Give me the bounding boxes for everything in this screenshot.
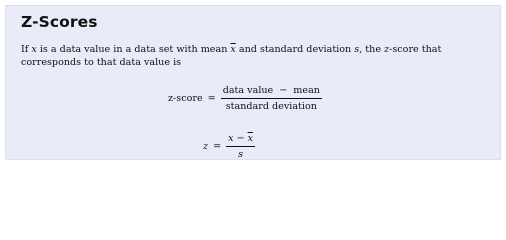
var-z: z (384, 44, 390, 55)
intro-text-3: and standard deviation (235, 44, 355, 55)
intro-text-1: If (21, 44, 32, 55)
formula2-numerator (226, 133, 255, 146)
intro-text-2: is a data value in a data set with mean (36, 44, 231, 55)
formula2-num-x: x (228, 133, 234, 144)
definition-text (21, 43, 496, 69)
formula1-num-right: mean (293, 85, 320, 96)
z-score-word-formula (168, 85, 322, 112)
formula1-denominator: standard deviation (225, 101, 317, 112)
intro-text-4: , the (359, 44, 385, 55)
z-score-symbol-formula (203, 133, 255, 160)
formula2-lhs: z (203, 141, 209, 152)
intro-text-5: -score that corresponds to that data value is (21, 44, 442, 68)
var-x: x (31, 44, 37, 55)
formula2-denominator: s (238, 149, 244, 160)
z-scores-definition-box (5, 5, 501, 160)
formula1-lhs: z-score (168, 93, 203, 104)
formula1-num-minus: − (279, 85, 288, 96)
formula2-num-minus: − (236, 133, 245, 144)
formula1-num-left: data value (222, 85, 274, 96)
formula1-fraction (221, 85, 322, 112)
formula2-num-xbar: $\overline{x}$ (247, 133, 253, 144)
formula2-equals: = (213, 141, 222, 152)
formula1-equals: = (207, 93, 216, 104)
formula2-fraction (226, 133, 255, 160)
formula1-numerator (221, 85, 322, 98)
var-x-bar: $\overline{x}$ (230, 44, 236, 55)
var-s: s (354, 44, 360, 55)
box-title: Z-Scores (21, 13, 98, 31)
